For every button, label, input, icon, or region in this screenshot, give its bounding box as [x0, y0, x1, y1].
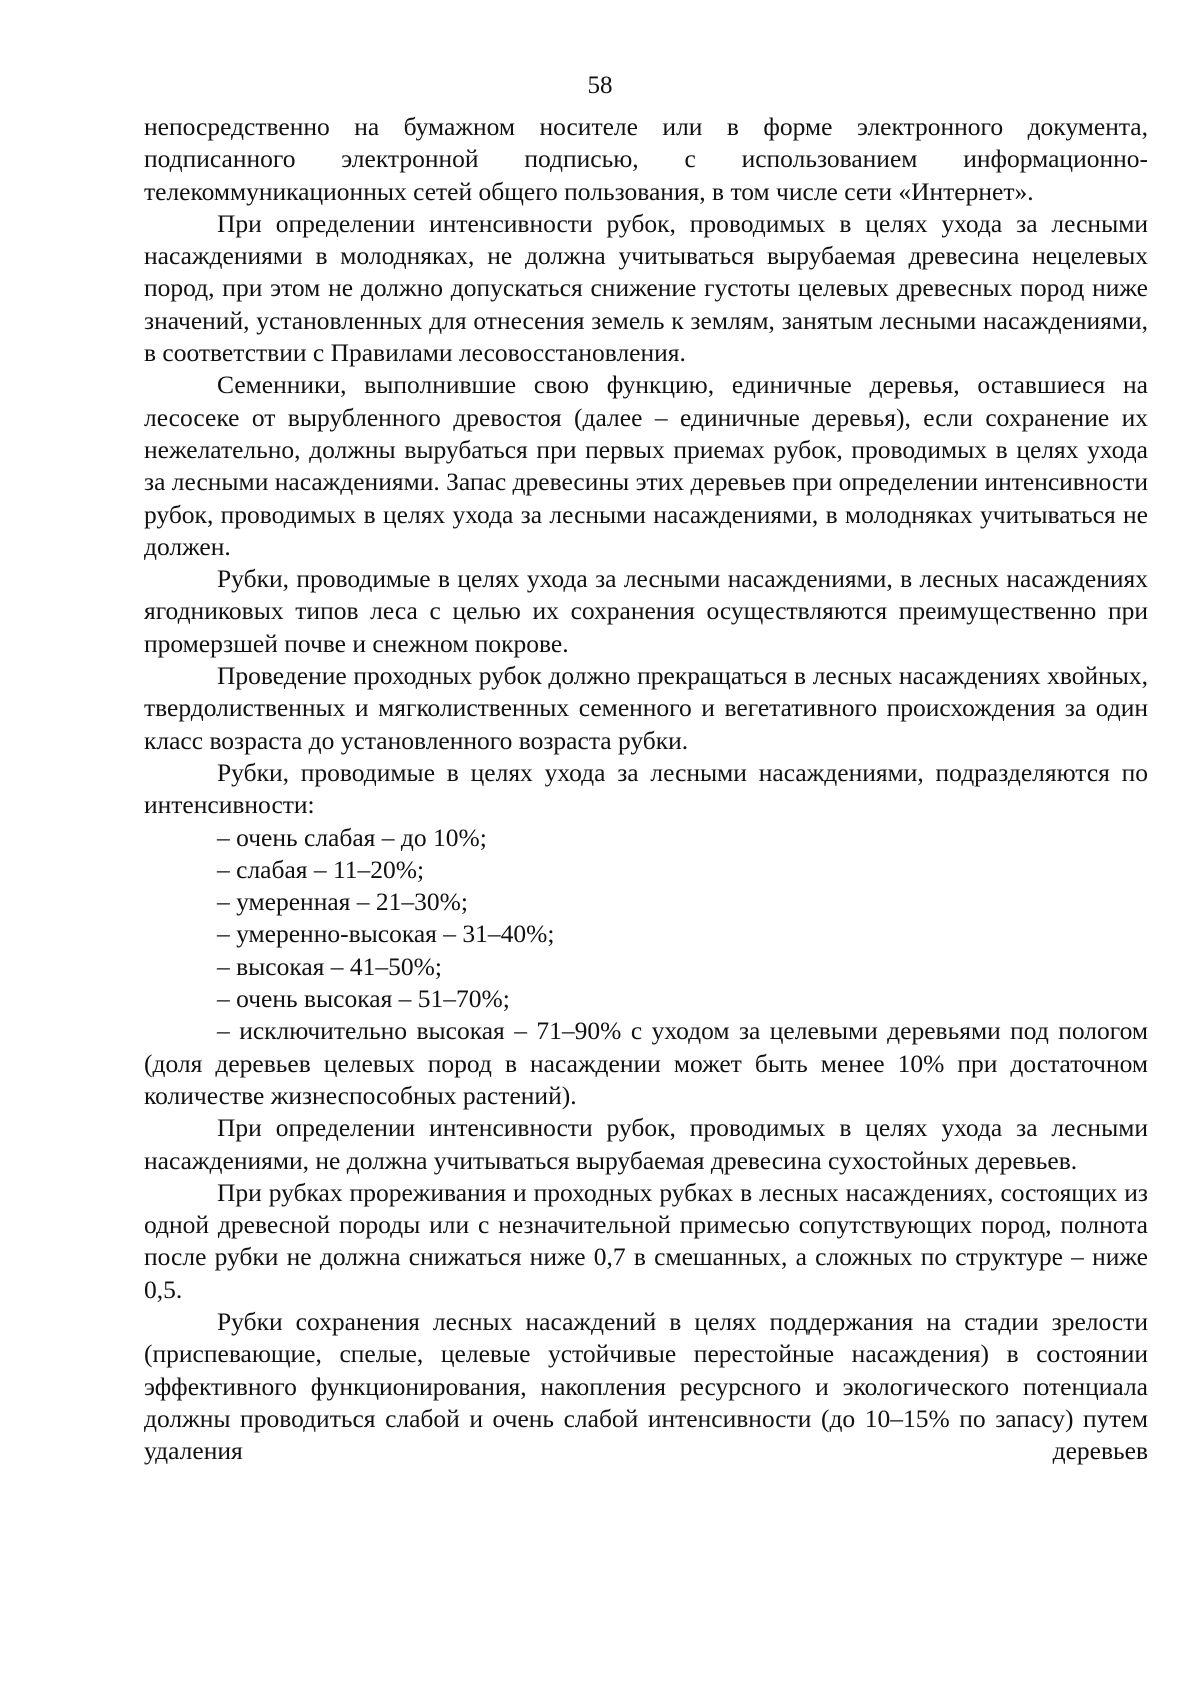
paragraph-seed-trees: Семенники, выполнившие свою функцию, единичные деревья, оставшиеся на лесосеке от вырубленного древостоя (далее – единичные деревья), если сохранение их нежелательно, должны вырубаться при первых приемах рубок, проводимых в целях ухода за лесными насаждениями. Запас древесины этих деревьев при определении интенсивности рубок, проводимых в целях ухода за лесными насаждениями, в молодняках учитываться не должен.: [144, 370, 1148, 561]
list-item: – умеренно-высокая – 31–40%;: [217, 919, 555, 949]
list-item: – очень слабая – до 10%;: [217, 822, 487, 852]
paragraph-intensity-intro: Рубки, проводимые в целях ухода за лесными насаждениями, подразделяются по интенсивности:: [144, 757, 1148, 820]
paragraph-berry-forest-types: Рубки, проводимые в целях ухода за лесными насаждениями, в лесных насаждениях ягодниковых типов леса с целью их сохранения осуществляются преимущественно при промерзшей почве и снежном покрове.: [144, 564, 1148, 658]
paragraph-passage-cuttings: Проведение проходных рубок должно прекращаться в лесных насаждениях хвойных, твердолиственных и мягколиственных семенного и вегетативного происхождения за один класс возраста до установленного возраста рубки.: [144, 661, 1148, 755]
document-body: [144, 111, 1148, 1467]
paragraph-conservation-cuttings: Рубки сохранения лесных насаждений в целях поддержания на стадии зрелости (приспевающие, спелые, целевые устойчивые перестойные насаждения) в состоянии эффективного функционирования, накопления ресурсного и экологического потенциала должны проводиться слабой и очень слабой интенсивности (до 10–15% по запасу) путем удаления деревьев: [144, 1306, 1148, 1466]
paragraph-dead-trees: При определении интенсивности рубок, проводимых в целях ухода за лесными насаждениями, не должна учитываться вырубаемая древесина сухостойных деревьев.: [144, 1113, 1148, 1175]
list-item: – слабая – 11–20%;: [217, 854, 425, 884]
paragraph-density-limits: При рубках прореживания и проходных рубках в лесных насаждениях, состоящих из одной древесной породы или с незначительной примесью сопутствующих пород, полнота после рубки не должна снижаться ниже 0,7 в смешанных, а сложных по структуре – ниже 0,5.: [144, 1177, 1148, 1304]
paragraph-intensity-young-stands: При определении интенсивности рубок, проводимых в целях ухода за лесными насаждениями в молодняках, не должна учитываться вырубаемая древесина нецелевых пород, при этом не должно допускаться снижение густоты целевых древесных пород ниже значений, установленных для отнесения земель к землям, занятым лесными насаждениями, в соответствии с Правилами лесовосстановления.: [144, 208, 1148, 368]
page-number: 58: [587, 72, 613, 99]
list-item: – исключительно высокая – 71–90% с уходом за целевыми деревьями под пологом (доля деревьев целевых пород в насаждении может быть менее 10% при достаточном количестве жизнеспособных растений).: [144, 1016, 1148, 1110]
list-item: – очень высокая – 51–70%;: [217, 984, 510, 1014]
list-item: – умеренная – 21–30%;: [217, 887, 468, 917]
intensity-list: [144, 822, 1148, 1113]
list-item: – высокая – 41–50%;: [217, 951, 442, 981]
paragraph-continuation: непосредственно на бумажном носителе или в форме электронного документа, подписанного электронной подписью, с использованием информационно-телекоммуникационных сетей общего пользования, в том числе сети «Интернет».: [144, 112, 1148, 206]
